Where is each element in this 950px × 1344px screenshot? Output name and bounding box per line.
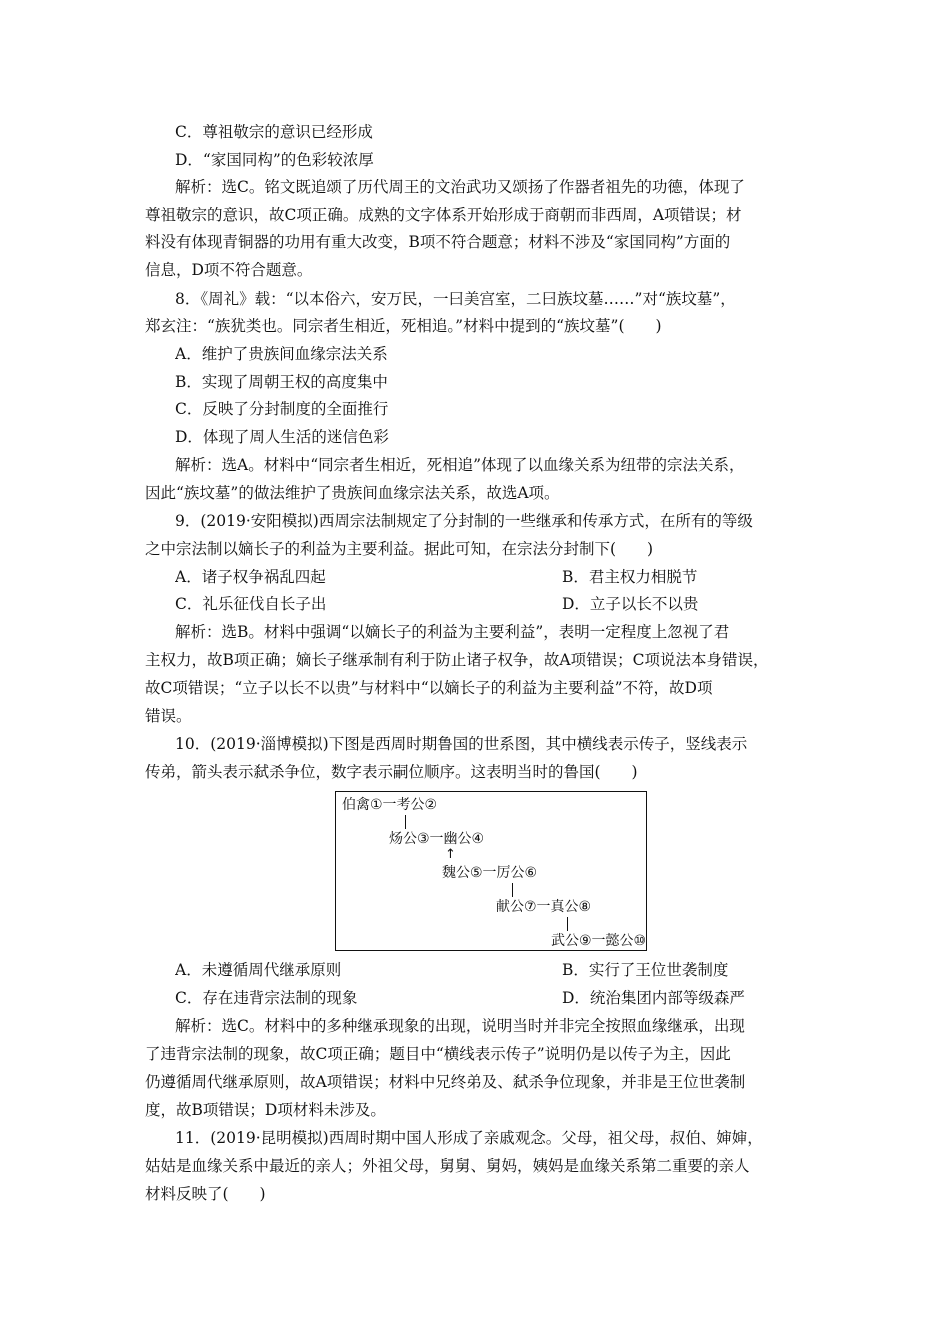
q10-option-b: B．实行了王位世袭制度 (562, 961, 729, 979)
q9-option-b: B．君主权力相脱节 (562, 568, 698, 586)
diagram-row-4: 献公⑦一真公⑧ (496, 899, 592, 915)
q10-option-c: C．存在违背宗法制的现象 (175, 989, 358, 1007)
usurpation-arrow-icon: ↑ (445, 847, 456, 862)
q11-stem-line: 11．(2019·昆明模拟)西周时期中国人形成了亲戚观念。父母，祖父母，叔伯、婶婶， (175, 1129, 763, 1147)
q9-option-c: C．礼乐征伐自长子出 (175, 595, 327, 613)
q10-analysis-line: 度，故B项错误；D项材料未涉及。 (145, 1101, 386, 1119)
q10-analysis-line: 了违背宗法制的现象，故C项正确；题目中“横线表示传子”说明仍是以传子为主，因此 (145, 1045, 731, 1063)
q9-option-d: D．立子以长不以贵 (562, 595, 699, 613)
q8-option-b: B．实现了周朝王权的高度集中 (175, 373, 388, 391)
q9-analysis-line: 主权力，故B项正确；嫡长子继承制有利于防止诸子权争，故A项错误；C项说法本身错误， (145, 651, 769, 669)
q9-stem-line: 9．(2019·安阳模拟)西周宗法制规定了分封制的一些继承和传承方式，在所有的等级 (175, 512, 753, 530)
q8-option-d: D．体现了周人生活的迷信色彩 (175, 428, 389, 446)
diagram-row-5: 武公⑨一懿公⑩ (551, 933, 647, 949)
q10-analysis-line: 解析：选C。材料中的多种继承现象的出现，说明当时并非完全按照血缘继承，出现 (175, 1017, 745, 1035)
q9-stem-line: 之中宗法制以嫡长子的利益为主要利益。据此可知，在宗法分封制下( ) (145, 540, 654, 558)
q8-analysis-line: 因此“族坟墓”的做法维护了贵族间血缘宗法关系，故选A项。 (145, 484, 560, 502)
q7-analysis-line: 尊祖敬宗的意识，故C项正确。成熟的文字体系开始形成于商朝而非西周，A项错误；材 (145, 206, 742, 224)
q9-option-a: A．诸子权争祸乱四起 (175, 568, 326, 586)
q8-analysis-line: 解析：选A。材料中“同宗者生相近，死相追”体现了以血缘关系为纽带的宗法关系， (175, 456, 745, 474)
diagram-row-1: 伯禽①一考公② (342, 797, 438, 813)
q9-analysis-line: 解析：选B。材料中强调“以嫡长子的利益为主要利益”，表明一定程度上忽视了君 (175, 623, 730, 641)
q10-option-d: D．统治集团内部等级森严 (562, 989, 745, 1007)
q9-analysis-line: 故C项错误；“立子以长不以贵”与材料中“以嫡长子的利益为主要利益”不符，故D项 (145, 679, 713, 697)
q7-analysis-line: 信息，D项不符合题意。 (145, 261, 313, 279)
brother-succession-line (405, 815, 406, 829)
brother-succession-line (512, 883, 513, 897)
q7-analysis-line: 料没有体现青铜器的功用有重大改变，B项不符合题意；材料不涉及“家国同构”方面的 (145, 233, 731, 251)
q10-stem-line: 10．(2019·淄博模拟)下图是西周时期鲁国的世系图，其中横线表示传子，竖线表示 (175, 735, 748, 753)
q8-option-c: C．反映了分封制度的全面推行 (175, 400, 389, 418)
q10-analysis-line: 仍遵循周代继承原则，故A项错误；材料中兄终弟及、弑杀争位现象，并非是王位世袭制 (145, 1073, 746, 1091)
q8-stem-line: 郑玄注：“族犹类也。同宗者生相近，死相追。”材料中提到的“族坟墓”( ) (145, 317, 662, 335)
q8-option-a: A．维护了贵族间血缘宗法关系 (175, 345, 388, 363)
q7-analysis-line: 解析：选C。铭文既追颂了历代周王的文治武功又颂扬了作器者祖先的功德，体现了 (175, 178, 745, 196)
diagram-row-2: 炀公③一幽公④ (389, 831, 485, 847)
brother-succession-line (567, 917, 568, 931)
q8-stem-line: 8．《周礼》载：“以本俗六，安万民，一曰美宫室，二曰族坟墓……”对“族坟墓”， (175, 290, 736, 308)
q10-stem-line: 传弟，箭头表示弑杀争位，数字表示嗣位顺序。这表明当时的鲁国( ) (145, 763, 638, 781)
q7-option-d: D．“家国同构”的色彩较浓厚 (175, 151, 374, 169)
lu-genealogy-diagram (335, 791, 647, 951)
q9-analysis-line: 错误。 (145, 707, 192, 725)
q10-option-a: A．未遵循周代继承原则 (175, 961, 342, 979)
diagram-row-3: 魏公⑤一厉公⑥ (442, 865, 538, 881)
q11-stem-line: 姑姑是血缘关系中最近的亲人；外祖父母，舅舅、舅妈，姨妈是血缘关系第二重要的亲人 (145, 1157, 750, 1175)
q7-option-c: C．尊祖敬宗的意识已经形成 (175, 123, 373, 141)
q11-stem-line: 材料反映了( ) (145, 1185, 266, 1203)
